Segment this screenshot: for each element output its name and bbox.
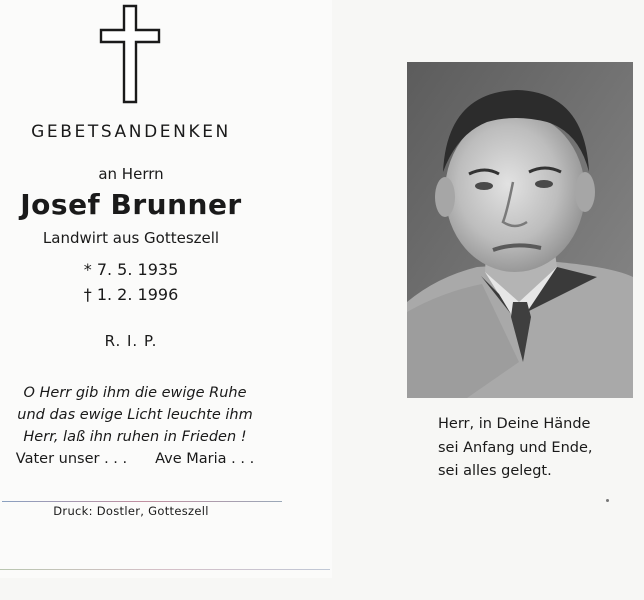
occupation: Landwirt aus Gotteszell [42, 229, 220, 247]
portrait-photo [407, 62, 633, 398]
verse-text [424, 413, 614, 484]
cross-icon [99, 4, 161, 104]
closing-vater-unser: Vater unser . . . [15, 451, 128, 467]
birth-date: * 7. 5. 1935 [83, 260, 179, 279]
paper-speck [606, 499, 609, 502]
prayer-line: O Herr gib ihm die ewige Ruhe [23, 385, 247, 401]
deceased-name: Josef Brunner [20, 188, 242, 221]
verse-line: Herr, in Deine Hände [438, 416, 591, 432]
printer-credit: Druck: Dostler, Gotteszell [53, 504, 209, 518]
death-date: † 1. 2. 1996 [83, 285, 179, 304]
verse-line: sei alles gelegt. [438, 463, 552, 479]
prayer-line: und das ewige Licht leuchte ihm [17, 407, 253, 423]
card-heading: GEBETSANDENKEN [31, 122, 231, 142]
prayer-line: Herr, laß ihn ruhen in Frieden ! [23, 429, 247, 445]
divider-line [2, 501, 282, 502]
closing-ave-maria: Ave Maria . . . [155, 451, 255, 467]
prayer-closing [0, 448, 270, 470]
verse-line: sei Anfang und Ende, [438, 439, 593, 456]
rip-text: R. I. P. [104, 332, 158, 350]
prayer-text [0, 382, 270, 470]
salutation: an Herrn [98, 165, 164, 183]
memorial-card-left [0, 0, 332, 578]
card-bottom-edge [0, 569, 330, 570]
